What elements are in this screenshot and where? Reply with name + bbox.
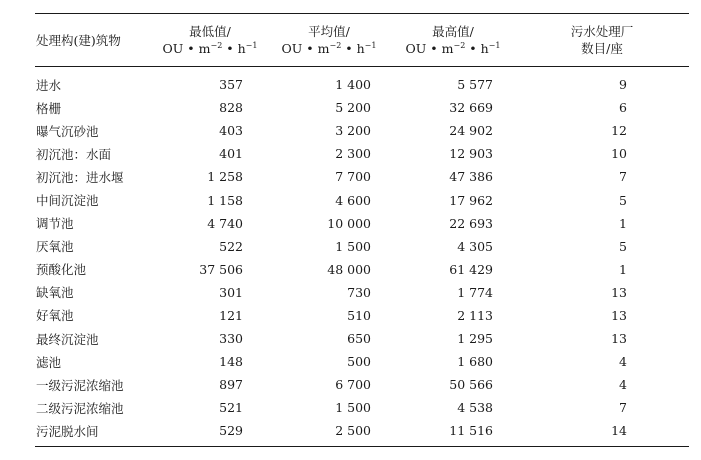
cell-min: 4 740 [207, 215, 243, 231]
cell-avg: 6 700 [335, 377, 371, 393]
cell-avg: 4 600 [335, 192, 371, 208]
header-avg: 平均值/ OU • $m^{-2}$ • $h^{-1}$ [267, 14, 391, 66]
cell-plant-count: 9 [619, 77, 627, 93]
header-avg-unit: OU • $m^{-2}$ • $h^{-1}$ [281, 40, 377, 56]
cell-structure: 好氧池 [36, 308, 74, 324]
cell-structure: 预酸化池 [36, 262, 87, 278]
cell-avg: 730 [347, 284, 371, 300]
data-table [35, 14, 689, 66]
cell-max: 17 962 [449, 192, 493, 208]
cell-max: 61 429 [449, 261, 493, 277]
cell-plant-count: 7 [619, 400, 627, 416]
cell-structure: 厌氧池 [36, 239, 74, 255]
cell-max: 32 669 [449, 100, 493, 116]
cell-max: 1 295 [457, 331, 493, 347]
cell-min: 403 [219, 123, 243, 139]
cell-structure: 最终沉淀池 [36, 331, 99, 347]
bottom-rule [35, 446, 689, 447]
cell-structure: 缺氧池 [36, 285, 74, 301]
cell-structure: 格栅 [36, 100, 62, 116]
cell-plant-count: 12 [611, 123, 627, 139]
cell-min: 828 [219, 100, 243, 116]
cell-min: 1 158 [207, 192, 243, 208]
cell-avg: 3 200 [335, 123, 371, 139]
header-max: 最高值/ OU • $m^{-2}$ • $h^{-1}$ [391, 14, 515, 66]
cell-avg: 2 500 [335, 423, 371, 439]
cell-max: 11 516 [449, 423, 493, 439]
data-table-body [35, 67, 689, 443]
cell-min: 357 [219, 77, 243, 93]
cell-plant-count: 5 [619, 238, 627, 254]
header-plant-count: 污水处理厂 数目/座 [570, 24, 634, 56]
table-row [35, 419, 689, 442]
cell-max: 5 577 [457, 77, 493, 93]
table-body [35, 67, 689, 443]
table-row [35, 142, 689, 165]
cell-min: 1 258 [207, 169, 243, 185]
cell-max: 47 386 [449, 169, 493, 185]
table-row [35, 396, 689, 419]
table-row [35, 373, 689, 396]
cell-structure: 初沉池：进水堰 [36, 169, 124, 185]
cell-avg: 2 300 [335, 146, 371, 162]
table-row [35, 188, 689, 211]
cell-plant-count: 5 [619, 192, 627, 208]
cell-max: 4 538 [457, 400, 493, 416]
cell-plant-count: 7 [619, 169, 627, 185]
odor-data-table [35, 13, 689, 447]
table-row [35, 212, 689, 235]
cell-avg: 7 700 [335, 169, 371, 185]
cell-structure: 污泥脱水间 [36, 423, 99, 439]
cell-max: 12 903 [449, 146, 493, 162]
cell-plant-count: 4 [619, 354, 627, 370]
cell-min: 521 [219, 400, 243, 416]
cell-structure: 一级污泥浓缩池 [36, 377, 124, 393]
cell-plant-count: 1 [619, 215, 627, 231]
header-min-unit: OU • $m^{-2}$ • $h^{-1}$ [162, 40, 258, 56]
cell-min: 522 [219, 238, 243, 254]
cell-plant-count: 13 [611, 331, 627, 347]
cell-avg: 1 500 [335, 400, 371, 416]
table-row [35, 350, 689, 373]
cell-min: 897 [219, 377, 243, 393]
cell-avg: 10 000 [327, 215, 371, 231]
cell-plant-count: 10 [611, 146, 627, 162]
header-min: 最低值/ OU • $m^{-2}$ • $h^{-1}$ [153, 14, 267, 66]
cell-avg: 5 200 [335, 100, 371, 116]
header-max-unit: OU • $m^{-2}$ • $h^{-1}$ [405, 40, 501, 56]
cell-structure: 二级污泥浓缩池 [36, 400, 124, 416]
cell-avg: 1 500 [335, 238, 371, 254]
header-row [35, 14, 689, 66]
cell-plant-count: 14 [611, 423, 627, 439]
cell-min: 148 [219, 354, 243, 370]
cell-avg: 510 [347, 307, 371, 323]
cell-max: 4 305 [457, 238, 493, 254]
cell-structure: 调节池 [36, 216, 74, 232]
cell-plant-count: 4 [619, 377, 627, 393]
cell-structure: 进水 [36, 77, 62, 93]
cell-structure: 中间沉淀池 [36, 193, 99, 209]
cell-plant-count: 13 [611, 307, 627, 323]
table-row [35, 67, 689, 96]
cell-avg: 48 000 [327, 261, 371, 277]
cell-plant-count: 6 [619, 100, 627, 116]
cell-min: 37 506 [199, 261, 243, 277]
cell-structure: 曝气沉砂池 [36, 123, 99, 139]
cell-avg: 650 [347, 331, 371, 347]
table-row [35, 235, 689, 258]
cell-avg: 500 [347, 354, 371, 370]
cell-avg: 1 400 [335, 77, 371, 93]
table-row [35, 327, 689, 350]
table-row [35, 258, 689, 281]
cell-min: 529 [219, 423, 243, 439]
cell-max: 22 693 [449, 215, 493, 231]
cell-structure: 初沉池：水面 [36, 146, 112, 162]
cell-min: 330 [219, 331, 243, 347]
cell-structure: 滤池 [36, 354, 62, 370]
table-row [35, 281, 689, 304]
cell-max: 2 113 [457, 307, 493, 323]
table-header [35, 14, 689, 66]
table-row [35, 165, 689, 188]
header-structure: 处理构(建)筑物 [36, 32, 121, 48]
table-row [35, 96, 689, 119]
cell-min: 121 [219, 307, 243, 323]
cell-plant-count: 1 [619, 261, 627, 277]
cell-max: 1 680 [457, 354, 493, 370]
cell-min: 301 [219, 284, 243, 300]
cell-min: 401 [219, 146, 243, 162]
cell-max: 24 902 [449, 123, 493, 139]
cell-plant-count: 13 [611, 284, 627, 300]
table-row [35, 119, 689, 142]
table-row [35, 304, 689, 327]
cell-max: 1 774 [457, 284, 493, 300]
cell-max: 50 566 [449, 377, 493, 393]
